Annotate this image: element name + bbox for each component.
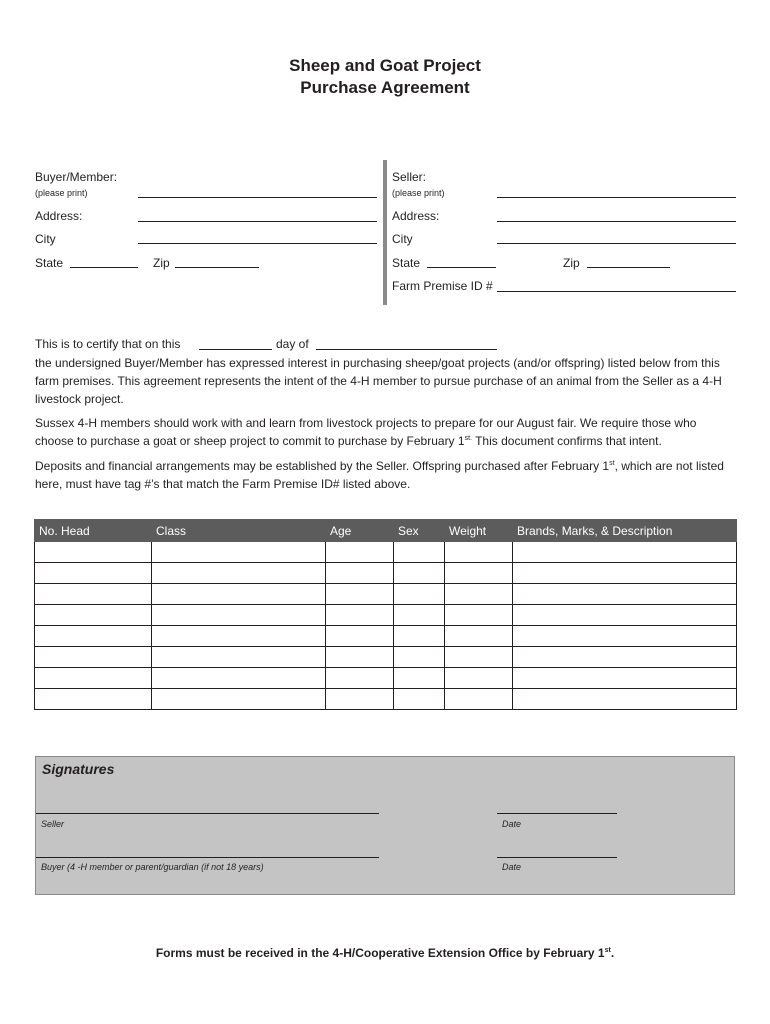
seller-address-field[interactable]: [497, 221, 736, 222]
table-cell[interactable]: [326, 668, 394, 689]
table-cell[interactable]: [326, 626, 394, 647]
buyer-print-hint: (please print): [35, 188, 88, 198]
agreement-paragraph-2: [35, 414, 735, 450]
agreement-paragraph-3: [35, 457, 735, 493]
buyer-city-field[interactable]: [138, 243, 377, 244]
table-cell[interactable]: [394, 605, 445, 626]
footer-superscript: st: [604, 947, 611, 954]
agreement-paragraph-1: the undersigned Buyer/Member has expressed interest in purchasing sheep/goat projects (and/or offspring) listed below from this farm premises. This agreement represents the intent of the 4-H member to pursue purchase of an animal from the Seller as a 4-H livestock project.: [35, 356, 722, 406]
table-cell[interactable]: [35, 689, 152, 710]
seller-city-label: City: [392, 232, 413, 246]
seller-date-label: Date: [502, 819, 522, 829]
certify-day-of: day of: [276, 337, 309, 351]
buyer-date-field[interactable]: [497, 857, 617, 858]
table-cell[interactable]: [326, 563, 394, 584]
table-cell[interactable]: [152, 584, 326, 605]
table-cell[interactable]: [394, 668, 445, 689]
signatures-box: [35, 756, 735, 895]
paragraph-2-end: This document confirms that intent.: [471, 434, 662, 448]
table-cell[interactable]: [152, 689, 326, 710]
buyer-signature-label: Buyer (4 -H member or parent/guardian (if not 18 years): [41, 862, 264, 872]
table-cell[interactable]: [513, 542, 737, 563]
certify-prefix: This is to certify that on this: [35, 337, 181, 351]
signatures-heading: Signatures: [42, 761, 115, 777]
table-row: [35, 605, 737, 626]
buyer-address-label: Address:: [35, 209, 83, 223]
seller-name-field[interactable]: [497, 197, 736, 198]
seller-signature-label: Seller: [41, 819, 65, 829]
seller-label: Seller:: [392, 170, 427, 184]
table-cell[interactable]: [394, 689, 445, 710]
table-cell[interactable]: [445, 605, 513, 626]
buyer-date-label: Date: [502, 862, 522, 872]
farm-premise-id-field[interactable]: [497, 291, 736, 292]
seller-city-field[interactable]: [497, 243, 736, 244]
table-cell[interactable]: [326, 605, 394, 626]
table-cell[interactable]: [513, 563, 737, 584]
table-cell[interactable]: [326, 647, 394, 668]
table-cell[interactable]: [35, 626, 152, 647]
table-row: [35, 647, 737, 668]
seller-state-label: State: [392, 256, 421, 270]
table-cell[interactable]: [445, 563, 513, 584]
farm-premise-id-label: Farm Premise ID #: [392, 279, 493, 293]
footer-text: Forms must be received in the 4-H/Cooperative Extension Office by February 1: [155, 946, 605, 960]
paragraph-2-superscript: st.: [464, 435, 472, 442]
table-cell[interactable]: [394, 647, 445, 668]
table-row: [35, 563, 737, 584]
column-no-head: No. Head: [35, 520, 152, 542]
table-cell[interactable]: [394, 563, 445, 584]
table-cell[interactable]: [326, 689, 394, 710]
table-cell[interactable]: [35, 647, 152, 668]
page-title: Sheep and Goat Project: [289, 56, 481, 75]
paragraph-3-end: , which are not listed here, must have tag #’s that match the Farm Premise ID# listed above.: [35, 459, 724, 491]
table-row: [35, 689, 737, 710]
buyer-state-label: State: [35, 256, 64, 270]
table-cell[interactable]: [445, 584, 513, 605]
page-subtitle: Purchase Agreement: [300, 78, 470, 97]
table-cell[interactable]: [152, 626, 326, 647]
buyer-name-field[interactable]: [138, 197, 377, 198]
certify-day-field[interactable]: [199, 349, 272, 350]
table-cell[interactable]: [326, 542, 394, 563]
table-header-row: [35, 520, 737, 542]
table-cell[interactable]: [35, 542, 152, 563]
table-cell[interactable]: [513, 668, 737, 689]
table-cell[interactable]: [152, 563, 326, 584]
column-class: Class: [152, 520, 326, 542]
table-cell[interactable]: [513, 689, 737, 710]
table-cell[interactable]: [445, 668, 513, 689]
column-description: Brands, Marks, & Description: [513, 520, 737, 542]
buyer-state-field[interactable]: [70, 267, 138, 268]
table-cell[interactable]: [394, 584, 445, 605]
table-cell[interactable]: [35, 563, 152, 584]
footer-note: [0, 946, 770, 960]
table-row: [35, 626, 737, 647]
table-cell[interactable]: [445, 626, 513, 647]
table-cell[interactable]: [445, 542, 513, 563]
table-cell[interactable]: [513, 626, 737, 647]
buyer-label: Buyer/Member:: [35, 170, 118, 184]
table-cell[interactable]: [35, 605, 152, 626]
table-row: [35, 542, 737, 563]
table-cell[interactable]: [513, 647, 737, 668]
table-cell[interactable]: [152, 668, 326, 689]
paragraph-3-superscript: st: [609, 460, 615, 467]
table-cell[interactable]: [513, 584, 737, 605]
paragraph-3-text: Deposits and financial arrangements may be established by the Seller. Offspring purchased after February 1: [35, 459, 610, 473]
buyer-zip-field[interactable]: [175, 267, 259, 268]
buyer-city-label: City: [35, 232, 56, 246]
table-row: [35, 668, 737, 689]
table-cell[interactable]: [394, 626, 445, 647]
seller-state-field[interactable]: [427, 267, 496, 268]
table-cell[interactable]: [513, 605, 737, 626]
table-cell[interactable]: [152, 647, 326, 668]
table-cell[interactable]: [326, 584, 394, 605]
buyer-address-field[interactable]: [138, 221, 377, 222]
table-row: [35, 584, 737, 605]
seller-signature-field[interactable]: [36, 813, 379, 814]
table-cell[interactable]: [152, 542, 326, 563]
table-body: [35, 542, 737, 710]
table-cell[interactable]: [152, 605, 326, 626]
table-cell[interactable]: [35, 668, 152, 689]
column-sex: Sex: [394, 520, 445, 542]
table-cell[interactable]: [394, 542, 445, 563]
livestock-table: [34, 519, 737, 710]
buyer-zip-label: Zip: [153, 256, 170, 270]
buyer-signature-field[interactable]: [36, 857, 379, 858]
seller-address-label: Address:: [392, 209, 440, 223]
table-cell[interactable]: [445, 647, 513, 668]
seller-zip-label: Zip: [563, 256, 580, 270]
table-cell[interactable]: [35, 584, 152, 605]
seller-date-field[interactable]: [497, 813, 617, 814]
column-divider: [383, 160, 387, 305]
paragraph-2-text: Sussex 4-H members should work with and learn from livestock projects to prepare for our August fair. We require those who choose to purchase a goat or sheep project to commit to purchase by February 1: [35, 416, 697, 448]
footer-period: .: [610, 946, 615, 960]
column-age: Age: [326, 520, 394, 542]
seller-print-hint: (please print): [392, 188, 445, 198]
certify-month-field[interactable]: [316, 349, 497, 350]
column-weight: Weight: [445, 520, 513, 542]
table-cell[interactable]: [445, 689, 513, 710]
seller-zip-field[interactable]: [587, 267, 670, 268]
